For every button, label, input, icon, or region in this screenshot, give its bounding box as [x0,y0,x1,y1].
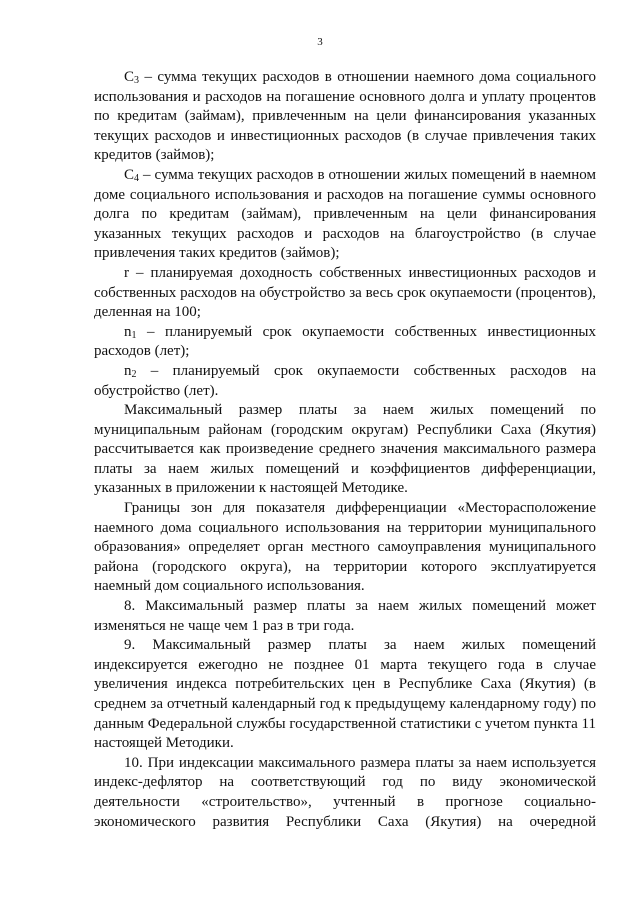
paragraph-text: – планируемый срок окупаемости собственных инвестиционных расходов (лет); [94,323,596,360]
symbol-n: n [124,362,132,379]
paragraph-zone-boundaries: Границы зон для показателя дифференциации «Месторасположение наемного дома социального использования на территории муниципального образования» определяет орган местного самоуправления муниципального района (городского округа), на территории которого эксплуатируется наемный дом социального использования. [94,500,596,595]
paragraph-item-8: 8. Максимальный размер платы за наем жилых помещений может изменяться не чаще чем 1 раз в три года. [94,598,596,634]
paragraph-text: – планируемый срок окупаемости собственных расходов на обустройство (лет). [94,362,596,399]
symbol-r: r [124,264,129,281]
paragraph-n1-definition [94,323,596,362]
paragraph-n2-definition [94,362,596,401]
document-body [94,68,596,832]
paragraph-text: – планируемая доходность собственных инвестиционных расходов и собственных расходов на обустройство за весь срок окупаемости (процентов), деленная на 100; [94,264,596,321]
paragraph-item-10: 10. При индексации максимального размера платы за наем используется индекс-дефлятор на соответствующий год по виду экономической деятельности «строительство», учтенный в прогнозе социально-экономического развития Республики Саха (Якутия) на очередной [94,754,596,830]
paragraph-text: – сумма текущих расходов в отношении жилых помещений в наемном доме социального использования и расходов на погашение суммы основного долга по кредитам (займам), привлеченным на цели финансирования указанных текущих расходов и расходов на благоустройство (в случае привлечения таких кредитов (займов); [94,166,596,262]
symbol-subscript: 4 [134,172,140,184]
symbol-subscript: 2 [131,368,137,380]
symbol-subscript: 1 [131,329,137,341]
paragraph-max-rent-calculation: Максимальный размер платы за наем жилых помещений по муниципальным районам (городским округам) Республики Саха (Якутия) рассчитывается как произведение среднего значения максимального размера платы за наем жилых помещений и коэффициентов дифференциации, указанных в приложении к настоящей Методике. [94,402,596,497]
paragraph-r-definition [94,264,596,323]
symbol-c: С [124,166,135,183]
symbol-subscript: 3 [134,75,140,86]
paragraph-text: – сумма текущих расходов в отношении наемного дома социального использования и расходов на погашение основного долга и уплату процентов по кредитам (займам), привлеченным на цели финансирования указанных текущих расходов и инвестиционных расходов (в случае привлечения таких кредитов (займов); [94,69,596,164]
symbol-n: n [124,323,132,340]
symbol-c: С [124,69,135,85]
paragraph-c4-definition [94,166,596,264]
page-number: 3 [317,36,323,48]
paragraph-item-9: 9. Максимальный размер платы за наем жилых помещений индексируется ежегодно не позднее 01 марта текущего года в случае увеличения индекса потребительских цен в Республике Саха (Якутия) (в среднем за отчетный календарный год к предыдущему календарному году) по данным Федеральной службы государственной статистики с учетом пункта 11 настоящей Методики. [94,637,596,752]
paragraph-c3-definition [94,68,596,166]
